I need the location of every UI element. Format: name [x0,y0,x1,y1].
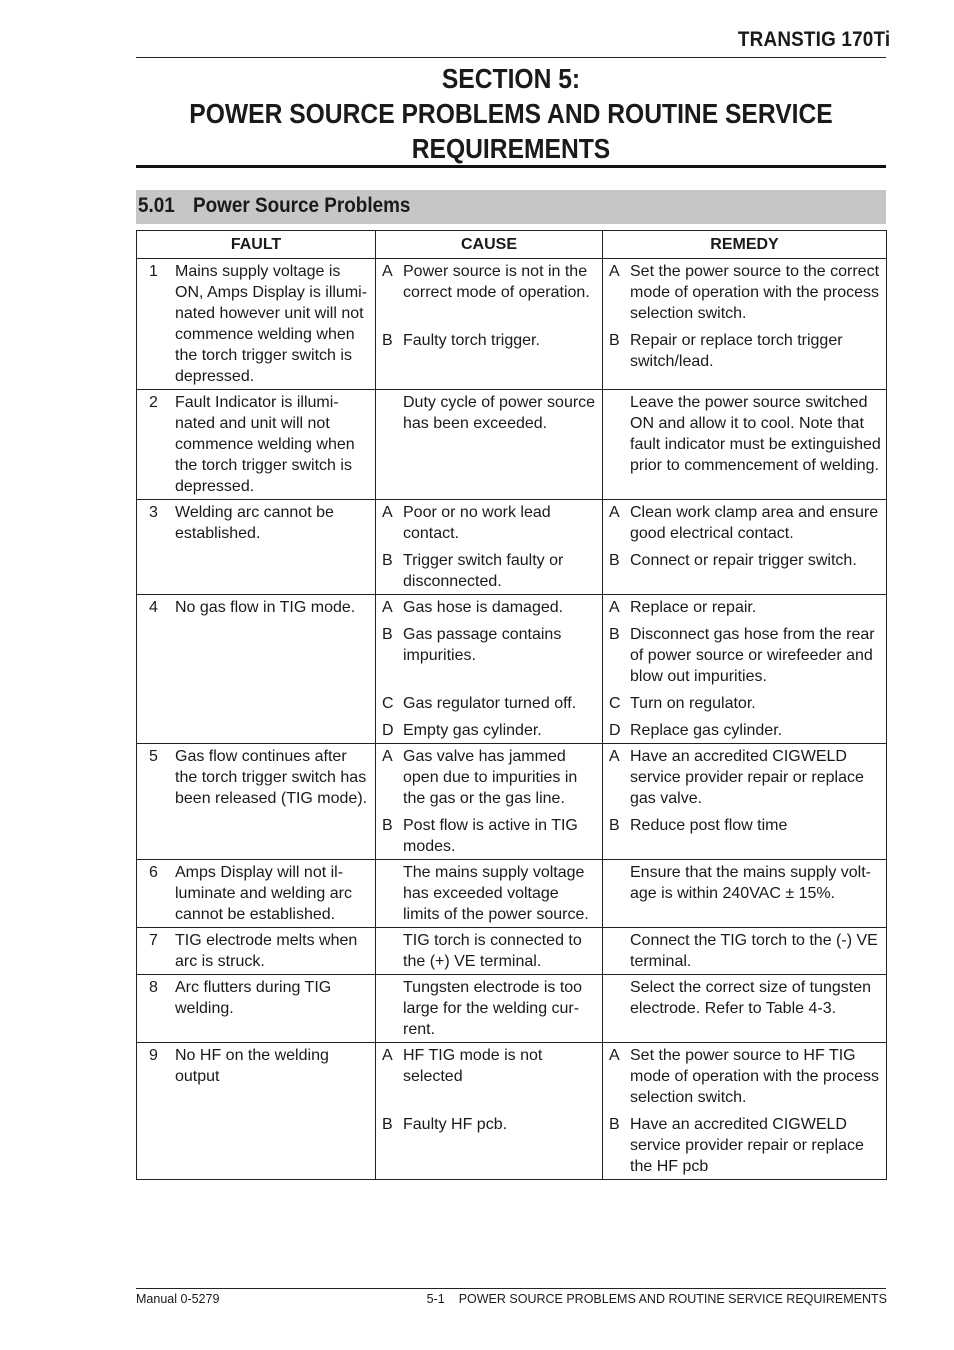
item-letter: B [382,1116,393,1133]
remedy-item [609,624,881,687]
item-text: TIG torch is connected to the (+) VE terminal. [403,932,582,970]
section-rule [136,165,886,168]
cause-cell [376,975,603,1043]
fault-number: 5 [149,748,158,765]
item-letter: C [382,695,394,712]
item-letter: A [382,599,393,616]
item-letter: A [382,748,393,765]
remedy-cell [603,928,887,975]
cause-cell [376,259,603,390]
fault-number: 2 [149,394,158,411]
fault-table-body [137,259,887,1180]
cause-item [382,550,597,592]
cause-item [382,720,597,741]
table-row [137,975,887,1043]
item-letter: B [382,332,393,349]
item-letter: B [609,552,620,569]
fault-number: 1 [149,263,158,280]
fault-number: 4 [149,599,158,616]
remedy-item [609,1045,881,1108]
item-letter: A [609,263,620,280]
section-title [136,61,886,166]
item-text: HF TIG mode is not selected [403,1047,543,1085]
item-text: Turn on regulator. [630,695,756,712]
table-row [137,595,887,744]
subsection-title: Power Source Problems [192,194,411,217]
item-letter: D [609,722,621,739]
fault-description: Fault Indicator is illumi-nated and unit will not commence welding when the torch trigger switch is depressed. [175,394,355,495]
section-title-line-2: POWER SOURCE PROBLEMS AND ROUTINE SERVICE [189,98,833,129]
item-letter: B [609,626,620,643]
fault-description: Amps Display will not il-luminate and welding arc cannot be established. [175,864,352,923]
remedy-cell [603,595,887,744]
remedy-cell [603,390,887,500]
remedy-item [609,550,881,592]
fault-cell [137,390,376,500]
item-letter [609,392,630,476]
fault-number: 8 [149,979,158,996]
remedy-item [609,330,881,372]
item-text: Select the correct size of tungsten electrode. Refer to Table 4-3. [630,979,872,1017]
item-text: Leave the power source switched ON and allow it to cool. Note that fault indicator must be extinguished prior to commencement of welding. [630,394,881,474]
header-rule [136,57,886,58]
item-letter [609,930,630,972]
cause-cell [376,1043,603,1180]
item-letter [609,977,630,1019]
remedy-item [609,693,881,714]
cause-item [382,746,597,809]
item-text: Ensure that the mains supply volt-age is within 240VAC ± 15%. [630,864,872,902]
remedy-item [609,1114,881,1177]
table-header-row [137,231,887,259]
remedy-cell [603,259,887,390]
fault-cell [137,928,376,975]
item-text: Gas passage contains impurities. [403,626,562,664]
cause-item [382,1045,597,1108]
remedy-item [609,720,881,741]
fault-description: Mains supply voltage is ON, Amps Display is illumi-nated however unit will not commence welding when the torch trigger switch is depressed. [175,263,368,385]
fault-table [136,230,887,1180]
footer-section-name: POWER SOURCE PROBLEMS AND ROUTINE SERVICE REQUIREMENTS [458,1292,887,1306]
cause-cell [376,500,603,595]
cause-item [382,261,597,324]
column-header-remedy: REMEDY [603,231,887,259]
item-letter: A [609,599,620,616]
fault-description: Arc flutters during TIG welding. [175,979,332,1017]
item-letter: D [382,722,394,739]
item-text: Connect or repair trigger switch. [630,552,857,569]
footer-page-number: 5-1 [426,1292,445,1306]
item-text: Set the power source to the correct mode of operation with the process selection switch. [630,263,880,322]
fault-cell [137,975,376,1043]
cause-item [382,597,597,618]
section-title-line-3: REQUIREMENTS [411,133,611,164]
item-text: Replace gas cylinder. [630,722,783,739]
item-letter [382,930,403,972]
item-text: Clean work clamp area and ensure good electrical contact. [630,504,879,542]
item-text: Empty gas cylinder. [403,722,542,739]
item-text: Poor or no work lead contact. [403,504,551,542]
item-text: Tungsten electrode is too large for the welding cur-rent. [403,979,583,1038]
cause-cell [376,390,603,500]
column-header-cause: CAUSE [376,231,603,259]
remedy-item [609,597,881,618]
brand-title: TRANSTIG 170Ti [737,28,890,51]
item-letter: A [609,748,620,765]
item-text: Disconnect gas hose from the rear of power source or wirefeeder and blow out impurities. [630,626,875,685]
item-letter: A [382,504,393,521]
footer-manual-number: Manual 0-5279 [136,1292,220,1306]
fault-description: Welding arc cannot be established. [175,504,334,542]
item-text: Post flow is active in TIG modes. [403,817,578,855]
remedy-item [609,862,881,904]
cause-item [382,862,597,925]
table-row [137,1043,887,1180]
cause-item [382,330,597,372]
fault-description: No HF on the welding output [175,1047,329,1085]
item-letter: A [609,504,620,521]
item-text: Gas valve has jammed open due to impurities in the gas or the gas line. [403,748,578,807]
fault-description: Gas flow continues after the torch trigger switch has been released (TIG mode). [175,748,368,807]
fault-cell [137,259,376,390]
item-letter [382,392,403,434]
fault-number: 9 [149,1047,158,1064]
item-text: Repair or replace torch trigger switch/lead. [630,332,843,370]
fault-cell [137,860,376,928]
remedy-cell [603,744,887,860]
item-text: Gas regulator turned off. [403,695,577,712]
item-text: Trigger switch faulty or disconnected. [403,552,564,590]
item-text: Replace or repair. [630,599,757,616]
remedy-cell [603,1043,887,1180]
subsection-heading [136,190,886,224]
subsection-number: 5.01 [138,194,175,217]
remedy-item [609,746,881,809]
table-row [137,259,887,390]
item-letter: C [609,695,621,712]
item-text: Faulty torch trigger. [403,332,540,349]
remedy-item [609,977,881,1019]
item-letter [382,862,403,925]
cause-cell [376,928,603,975]
item-letter [609,862,630,904]
cause-cell [376,860,603,928]
item-letter: B [382,817,393,834]
remedy-item [609,392,881,476]
fault-description: No gas flow in TIG mode. [175,599,356,616]
fault-cell [137,595,376,744]
fault-number: 7 [149,932,158,949]
footer-rule [136,1288,886,1289]
item-letter [382,977,403,1040]
item-letter: A [382,263,393,280]
item-letter: B [382,552,393,569]
item-text: Have an accredited CIGWELD service provider repair or replace the HF pcb [630,1116,864,1175]
item-text: Gas hose is damaged. [403,599,564,616]
fault-number: 3 [149,504,158,521]
cause-item [382,502,597,544]
table-row [137,390,887,500]
cause-item [382,624,597,687]
item-text: The mains supply voltage has exceeded voltage limits of the power source. [403,864,589,923]
cause-cell [376,595,603,744]
cause-item [382,693,597,714]
remedy-item [609,930,881,972]
cause-item [382,1114,597,1177]
fault-cell [137,1043,376,1180]
remedy-cell [603,500,887,595]
table-row [137,500,887,595]
cause-item [382,815,597,857]
item-text: Reduce post flow time [630,817,788,834]
item-text: Duty cycle of power source has been exceeded. [403,394,596,432]
item-letter: B [609,332,620,349]
section-title-line-1: SECTION 5: [441,63,581,94]
cause-item [382,930,597,972]
cause-cell [376,744,603,860]
item-letter: A [382,1047,393,1064]
item-text: Connect the TIG torch to the (-) VE terminal. [630,932,878,970]
fault-cell [137,744,376,860]
remedy-item [609,502,881,544]
remedy-item [609,815,881,857]
item-text: Power source is not in the correct mode of operation. [403,263,590,301]
item-text: Have an accredited CIGWELD service provider repair or replace gas valve. [630,748,864,807]
item-letter: B [382,626,393,643]
table-row [137,860,887,928]
fault-cell [137,500,376,595]
item-letter: B [609,1116,620,1133]
footer-page-info [427,1292,887,1306]
item-text: Faulty HF pcb. [403,1116,508,1133]
item-letter: A [609,1047,620,1064]
fault-description: TIG electrode melts when arc is struck. [175,932,358,970]
fault-number: 6 [149,864,158,881]
remedy-cell [603,860,887,928]
cause-item [382,977,597,1040]
remedy-item [609,261,881,324]
cause-item [382,392,597,434]
column-header-fault: FAULT [137,231,376,259]
table-row [137,928,887,975]
item-text: Set the power source to HF TIG mode of operation with the process selection switch. [630,1047,880,1106]
remedy-cell [603,975,887,1043]
table-row [137,744,887,860]
item-letter: B [609,817,620,834]
